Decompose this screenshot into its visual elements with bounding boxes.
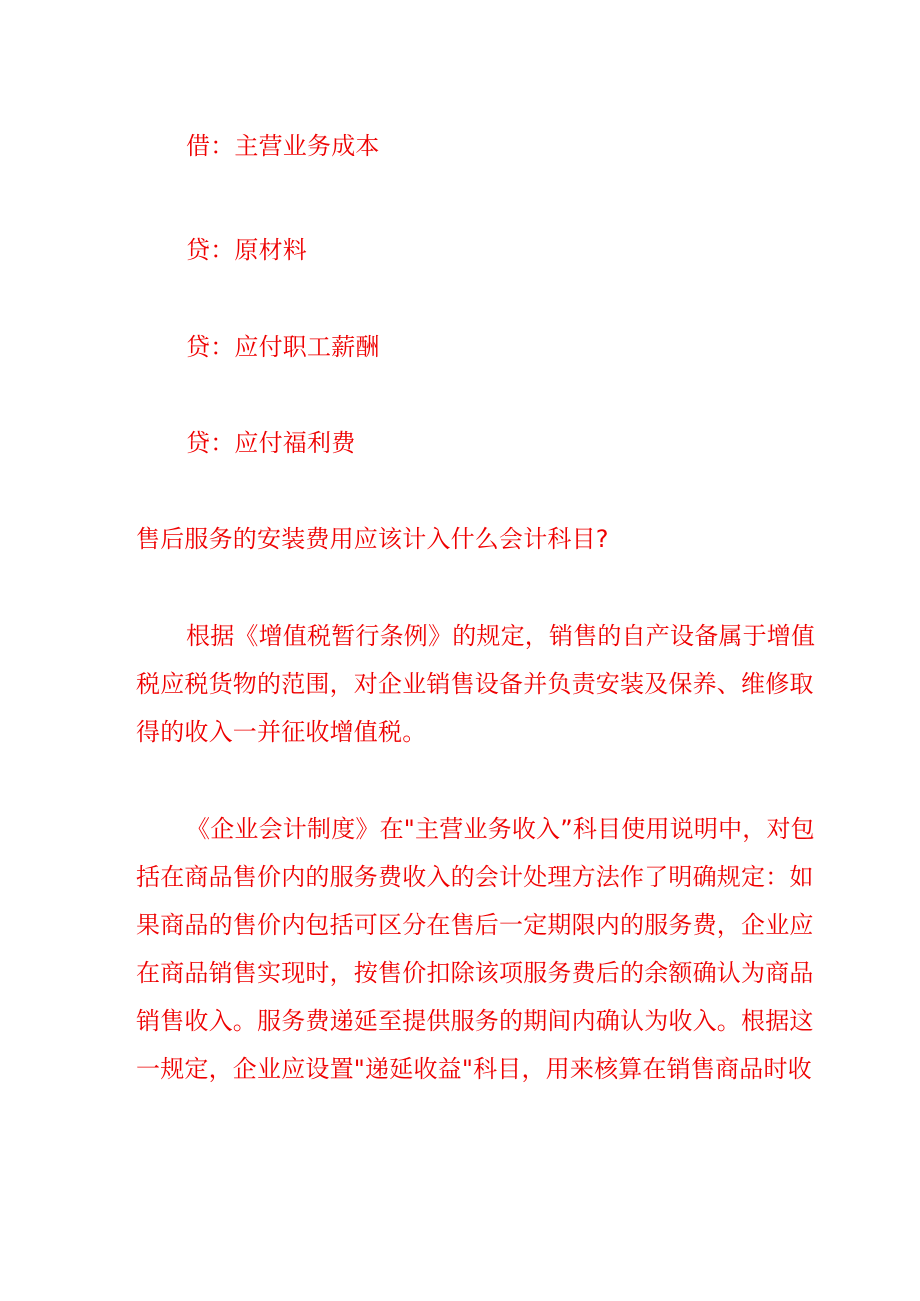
paragraph2-line: 销售收入。服务费递延至提供服务的期间内确认为收入。根据这 [136,1007,814,1035]
journal-entry-credit-raw-materials: 贷：原材料 [186,236,307,264]
journal-entry-credit-payroll-payable: 贷：应付职工薪酬 [186,333,380,361]
paragraph2-line: 一规定，企业应设置"递延收益"科目，用来核算在销售商品时收 [136,1055,812,1083]
paragraph2-line: 括在商品售价内的服务费收入的会计处理方法作了明确规定：如 [136,863,814,891]
paragraph1-line: 税应税货物的范围，对企业销售设备并负责安装及保养、维修取 [136,670,814,698]
journal-entry-debit-main-business-cost: 借：主营业务成本 [186,132,380,160]
section-heading: 售后服务的安装费用应该计入什么会计科目? [136,525,609,553]
paragraph1-line: 得的收入一并征收增值税。 [136,718,427,746]
paragraph1-line: 根据《增值税暂行条例》的规定，销售的自产设备属于增值 [186,622,816,650]
paragraph2-line: 《企业会计制度》在"主营业务收入”科目使用说明中，对包 [186,815,815,843]
paragraph2-line: 在商品销售实现时，按售价扣除该项服务费后的余额确认为商品 [136,959,814,987]
journal-entry-credit-welfare-payable: 贷：应付福利费 [186,429,356,457]
paragraph2-line: 果商品的售价内包括可区分在售后一定期限内的服务费，企业应 [136,911,814,939]
